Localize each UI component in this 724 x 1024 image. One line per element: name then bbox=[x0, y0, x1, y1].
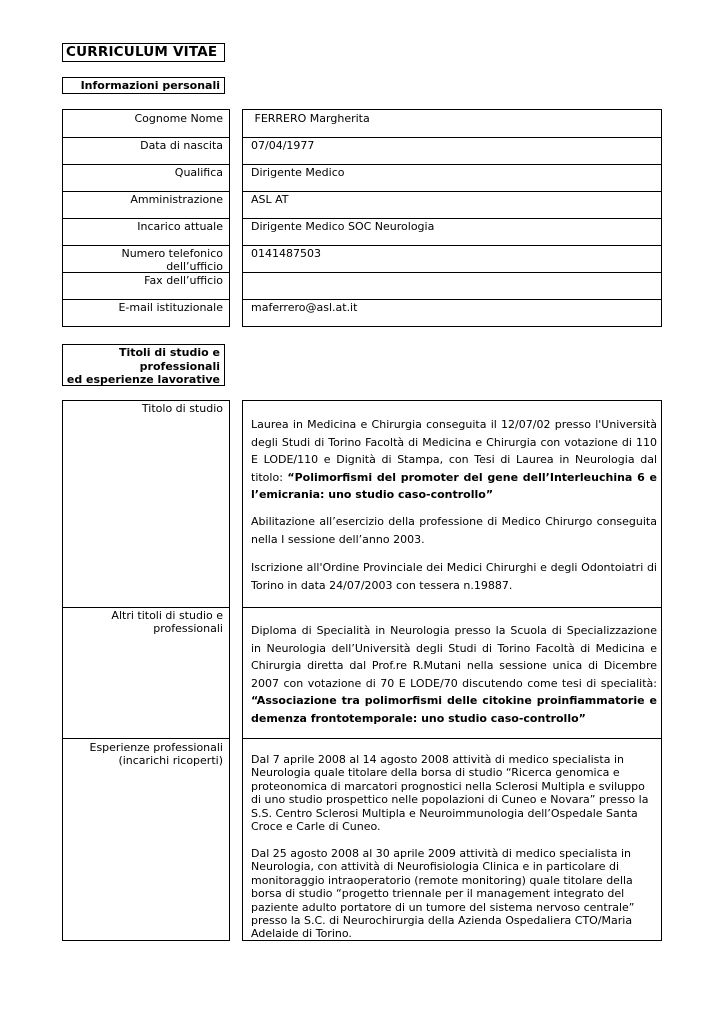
label-esperienze-line1: Esperienze professionali bbox=[89, 741, 223, 754]
laurea-paragraph bbox=[251, 416, 657, 504]
value-telefono: 0141487503 bbox=[251, 247, 321, 260]
specialita-paragraph bbox=[251, 622, 657, 727]
titles-values-column bbox=[242, 400, 662, 941]
label-titolo-studio: Titolo di studio bbox=[141, 402, 223, 415]
titles-heading-line1: Titoli di studio e bbox=[118, 346, 220, 359]
esperienza-paragraph-2: Dal 25 agosto 2008 al 30 aprile 2009 attività di medico specialista in Neurologia, con attività di Neurofisiologia Clinica e in particolare di monitoraggio intraoperatorio (remote monitoring) quale titolare della borsa di studio “progetto triennale per il management integrato del paziente adulto portatore di un tumore del sistema nervoso centrale” presso la S.C. di Neurochirurgia della Azienda Ospedaliera CTO/Maria Adelaide di Torino. bbox=[251, 847, 635, 941]
personal-labels-column bbox=[62, 109, 230, 327]
value-email: maferrero@asl.at.it bbox=[251, 301, 358, 314]
laurea-thesis-title: “Polimorfismi del promoter del gene dell’Interleuchina 6 e l’emicrania: uno studio caso-controllo” bbox=[251, 470, 657, 501]
label-telefono-line2: dell’ufficio bbox=[166, 260, 223, 273]
label-esperienze-line2: (incarichi ricoperti) bbox=[118, 754, 223, 767]
label-fax: Fax dell’ufficio bbox=[144, 274, 223, 287]
specialita-text: Diploma di Specialità in Neurologia presso la Scuola di Specializzazione in Neurologia dell’Università degli Studi di Torino Facoltà di Medicina e Chirurgia diretta dal Prof.re R.Mutani nella sessione unica di Dicembre 2007 con votazione di 70 E LODE/70 discutendo come tesi di specialità: bbox=[251, 624, 657, 690]
label-altri-titoli-line1: Altri titoli di studio e bbox=[111, 609, 223, 622]
value-qualifica: Dirigente Medico bbox=[251, 166, 345, 179]
label-data-nascita: Data di nascita bbox=[140, 139, 223, 152]
titles-heading bbox=[62, 344, 225, 386]
label-incarico: Incarico attuale bbox=[137, 220, 223, 233]
laurea-text: Laurea in Medicina e Chirurgia conseguita il 12/07/02 presso l'Università degli Studi di Torino Facoltà di Medicina e Chirurgia con votazione di 110 E LODE/110 e Dignità di Stampa, con Tesi di Laurea in Neurologia dal titolo: bbox=[251, 418, 657, 484]
value-incarico: Dirigente Medico SOC Neurologia bbox=[251, 220, 435, 233]
value-data-nascita: 07/04/1977 bbox=[251, 139, 315, 152]
titles-heading-line2: professionali bbox=[139, 359, 220, 373]
esperienza-paragraph-1: Dal 7 aprile 2008 al 14 agosto 2008 attività di medico specialista in Neurologia quale titolare della borsa di studio “Ricerca genomica e proteonomica di marcatori prognostici nella Sclerosi Multipla e sviluppo di uno studio prospettico nelle popolazioni di Cuneo e Novara” presso la S.S. Centro Sclerosi Multipla e Neuroimmunologia dell’Ospedale Santa Croce e Carle di Cuneo. bbox=[251, 753, 649, 834]
specialita-thesis-title: “Associazione tra polimorfismi delle citokine proinfiammatorie e demenza frontotemporale: uno studio caso-controllo” bbox=[251, 694, 657, 725]
label-qualifica: Qualifica bbox=[174, 166, 223, 179]
iscrizione-paragraph: Iscrizione all'Ordine Provinciale dei Medici Chirurghi e degli Odontoiatri di Torino in data 24/07/2003 con tessera n.19887. bbox=[251, 561, 657, 592]
label-altri-titoli-line2: professionali bbox=[153, 622, 223, 635]
label-email: E-mail istituzionale bbox=[118, 301, 223, 314]
titles-labels-column bbox=[62, 400, 230, 941]
label-telefono-line1: Numero telefonico bbox=[121, 247, 223, 260]
personal-info-heading: Informazioni personali bbox=[62, 77, 225, 94]
value-cognome-nome: FERRERO Margherita bbox=[251, 112, 370, 125]
value-amministrazione: ASL AT bbox=[251, 193, 289, 206]
personal-values-column bbox=[242, 109, 662, 327]
titles-heading-line3: ed esperienze lavorative bbox=[66, 373, 220, 386]
label-cognome-nome: Cognome Nome bbox=[134, 112, 223, 125]
label-amministrazione: Amministrazione bbox=[130, 193, 223, 206]
cv-title: CURRICULUM VITAE bbox=[62, 43, 225, 62]
abilitazione-paragraph: Abilitazione all’esercizio della professione di Medico Chirurgo conseguita nella I sessione dell’anno 2003. bbox=[251, 515, 657, 546]
